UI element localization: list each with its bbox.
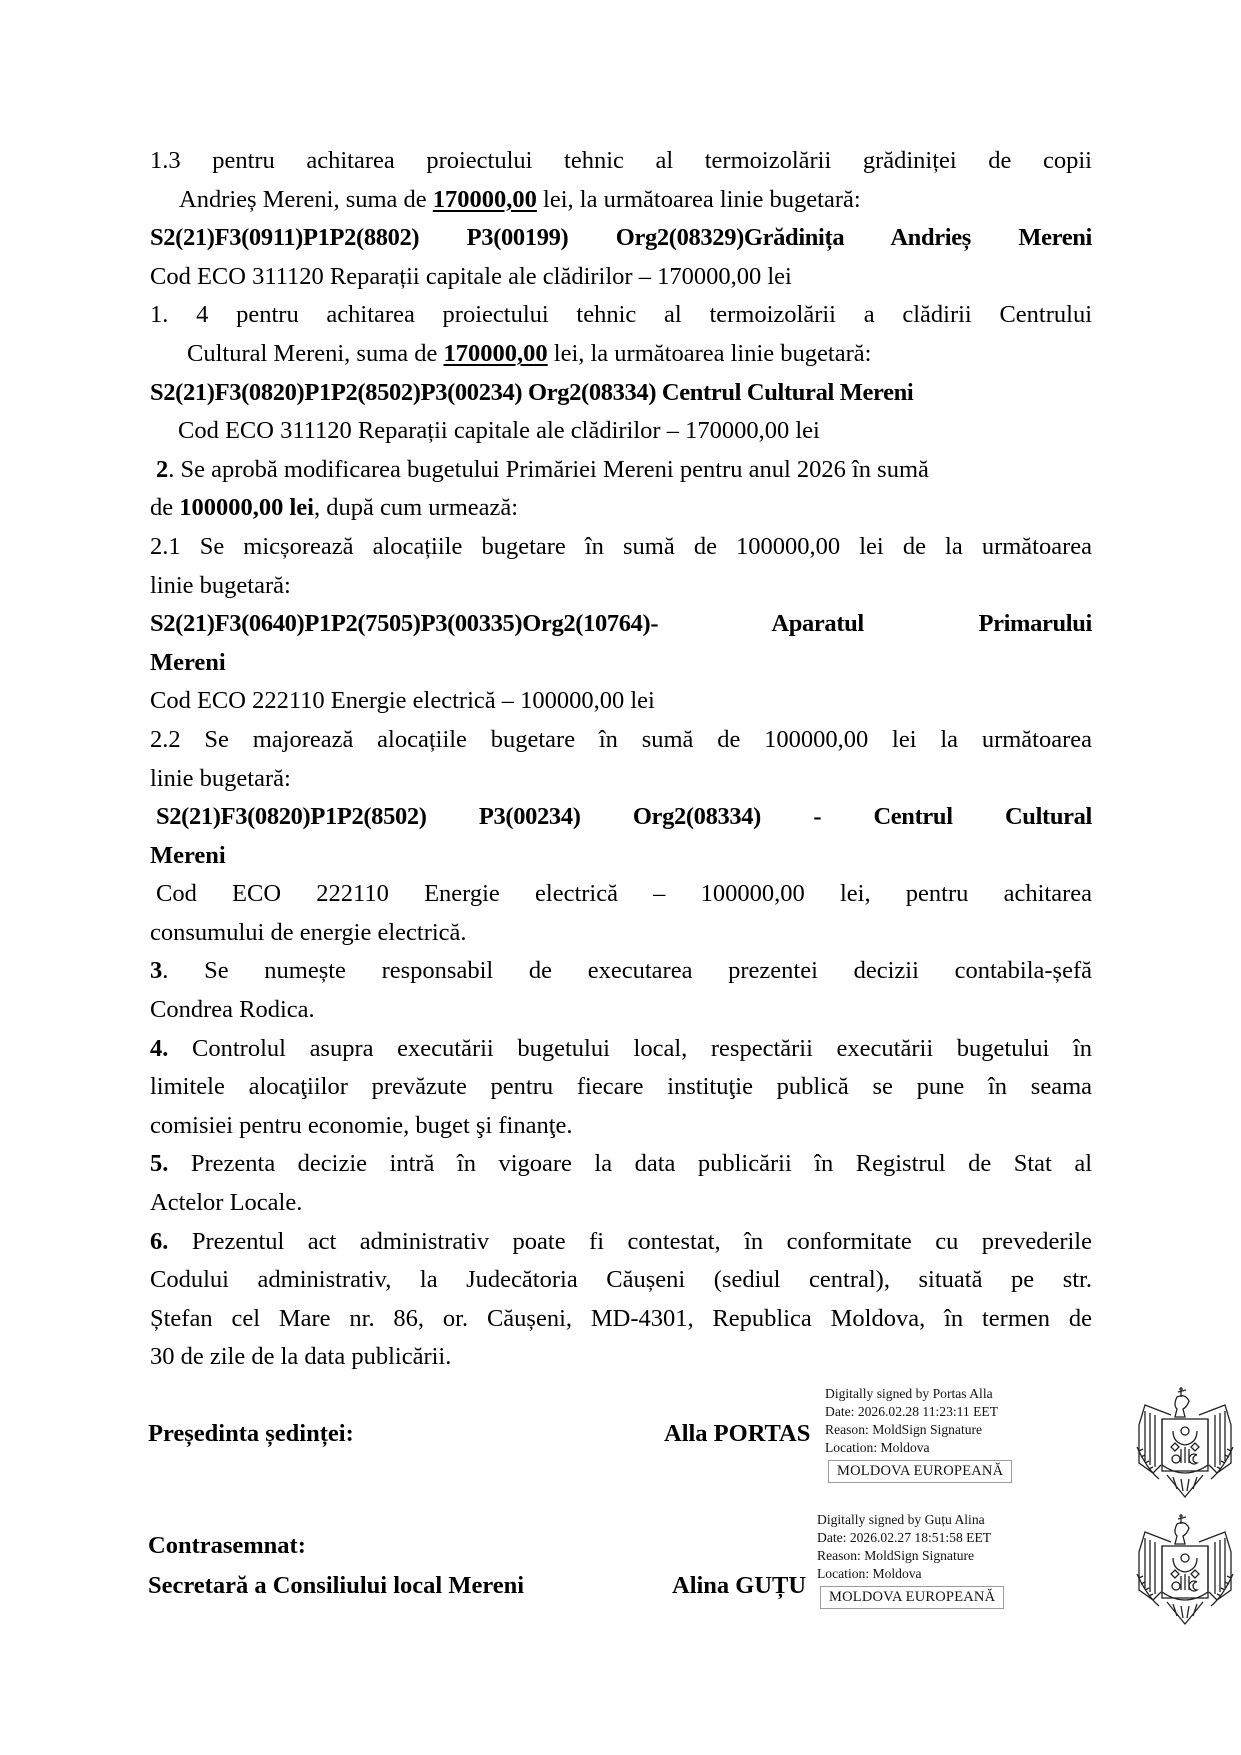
p2-line2 (150, 489, 1092, 528)
item-number: 6. (150, 1227, 169, 1255)
p1-4-eco: Cod ECO 311120 Reparații capitale ale clădirilor – 170000,00 lei (178, 417, 820, 445)
p2-1-line2: linie bugetară: (150, 571, 291, 599)
moldova-coat-of-arms-icon (1131, 1385, 1239, 1503)
moldova-europeana-badge: MOLDOVA EUROPEANĂ (820, 1586, 1004, 1609)
text: Controlul asupra executării bugetului local, respectării executării bugetului în (168, 1034, 1092, 1062)
p1-4-budget-line: S2(21)F3(0820)P1P2(8502)P3(00234) Org2(08334) Centrul Cultural Mereni (150, 378, 914, 406)
p2-2-line1: 2.2 Se majorează alocațiile bugetare în sumă de 100000,00 lei la următoarea (150, 725, 1092, 753)
p2-1-budget-line2: Mereni (150, 648, 226, 676)
text: de (150, 494, 180, 522)
text: . Se numește responsabil de executarea prezentei decizii contabila-șefă (162, 957, 1092, 985)
text: lei, la următoarea linie bugetară: (547, 339, 872, 367)
digital-signature-stamp-secretary[interactable] (817, 1511, 1004, 1609)
text: lei, la următoarea linie bugetară: (536, 185, 861, 213)
text: Primarului (978, 610, 1092, 638)
amount: 170000,00 (432, 185, 537, 213)
p6-line2: Codului administrativ, la Judecătoria Căușeni (sediul central), situată pe str. (150, 1266, 1092, 1294)
text: Aparatul (771, 610, 864, 638)
chair-name: Alla PORTAS (664, 1420, 811, 1447)
sign-date: Date: 2026.02.27 18:51:58 EET (817, 1530, 992, 1545)
p1-4-line1: 1. 4 pentru achitarea proiectului tehnic al termoizolării a clădirii Centrului (150, 301, 1092, 329)
signed-by: Digitally signed by Guțu Alina (817, 1512, 985, 1527)
text: S2(21)F3(0820)P1P2(8502) (156, 803, 427, 831)
moldova-europeana-badge: MOLDOVA EUROPEANĂ (828, 1460, 1012, 1483)
text: P3(00234) (478, 803, 581, 831)
p2-2-budget-line2: Mereni (150, 841, 226, 869)
text: Cultural Mereni, suma de (187, 339, 444, 367)
chair-role: Președinta ședinței: (148, 1420, 354, 1447)
p6-line1 (150, 1223, 1092, 1262)
signed-by: Digitally signed by Portas Alla (825, 1386, 993, 1401)
p2-1-eco: Cod ECO 222110 Energie electrică – 100000,00 lei (150, 687, 655, 715)
item-number: 5. (150, 1150, 169, 1178)
p1-3-line1: 1.3 pentru achitarea proiectului tehnic al termoizolării grădiniței de copii (150, 147, 1092, 174)
secretary-role: Secretară a Consiliului local Mereni (148, 1572, 525, 1599)
p1-4-line2 (150, 335, 1092, 374)
p3-line2: Condrea Rodica. (150, 996, 315, 1024)
p2-2-line2: linie bugetară: (150, 764, 291, 792)
p2-line1 (150, 451, 1092, 490)
p4-line1 (150, 1030, 1092, 1069)
p2-1-line1: 2.1 Se micșorează alocațiile bugetare în sumă de 100000,00 lei de la următoarea (150, 532, 1092, 560)
text: Centrul (873, 803, 953, 831)
p2-2-eco-line1: Cod ECO 222110 Energie electrică – 100000,00 lei, pentru achitarea (156, 880, 1092, 908)
item-number: 2 (156, 455, 169, 483)
p4-line3: comisiei pentru economie, buget şi finanţe. (150, 1111, 573, 1139)
text: - (813, 803, 822, 831)
item-number: 4. (150, 1034, 169, 1062)
p1-3-line2 (150, 181, 1092, 220)
moldova-coat-of-arms-icon (1131, 1512, 1239, 1630)
item-number: 3 (150, 957, 163, 985)
digital-signature-stamp-chair[interactable] (825, 1385, 1012, 1483)
document-body (150, 142, 1092, 1377)
text: Cultural (1004, 803, 1093, 831)
p5-line2: Actelor Locale. (150, 1189, 303, 1217)
text: , după cum urmează: (314, 494, 519, 522)
p2-1-budget-line (150, 605, 1092, 644)
sign-location: Location: Moldova (817, 1566, 922, 1581)
text: Prezentul act administrativ poate fi contestat, în conformitate cu prevederile (168, 1227, 1092, 1255)
p6-line3: Ștefan cel Mare nr. 86, or. Căușeni, MD-4301, Republica Moldova, în termen de (150, 1304, 1092, 1332)
sign-reason: Reason: MoldSign Signature (817, 1548, 975, 1563)
p1-3-eco: Cod ECO 311120 Reparații capitale ale clădirilor – 170000,00 lei (150, 262, 792, 290)
amount: 100000,00 lei (179, 494, 314, 522)
p4-line2: limitele alocaţiilor prevăzute pentru fiecare instituţie publică se pune în seama (150, 1073, 1092, 1101)
p1-3-budget-line: S2(21)F3(0911)P1P2(8802) P3(00199) Org2(08329)Grădinița Andrieș Mereni (150, 224, 1092, 252)
sign-location: Location: Moldova (825, 1440, 930, 1455)
p6-line4: 30 de zile de la data publicării. (150, 1343, 452, 1371)
countersign-label: Contrasemnat: (148, 1532, 306, 1559)
secretary-name: Alina GUȚU (672, 1572, 807, 1599)
text: . Se aprobă modificarea bugetului Primăriei Mereni pentru anul 2026 în sumă (168, 455, 929, 483)
budget-code: S2(21)F3(0640)P1P2(7505)P3(00335)Org2(10764)- (150, 610, 659, 638)
sign-reason: Reason: MoldSign Signature (825, 1422, 983, 1437)
p2-2-budget-line (150, 798, 1092, 837)
text: Org2(08334) (632, 803, 761, 831)
p5-line1 (150, 1145, 1092, 1184)
text: Andrieș Mereni, suma de (179, 185, 433, 213)
amount: 170000,00 (443, 339, 548, 367)
sign-date: Date: 2026.02.28 11:23:11 EET (825, 1404, 999, 1419)
p2-2-eco-line2: consumului de energie electrică. (150, 918, 467, 946)
p3-line1 (150, 952, 1092, 991)
text: Prezenta decizie intră în vigoare la data publicării în Registrul de Stat al (168, 1150, 1092, 1178)
